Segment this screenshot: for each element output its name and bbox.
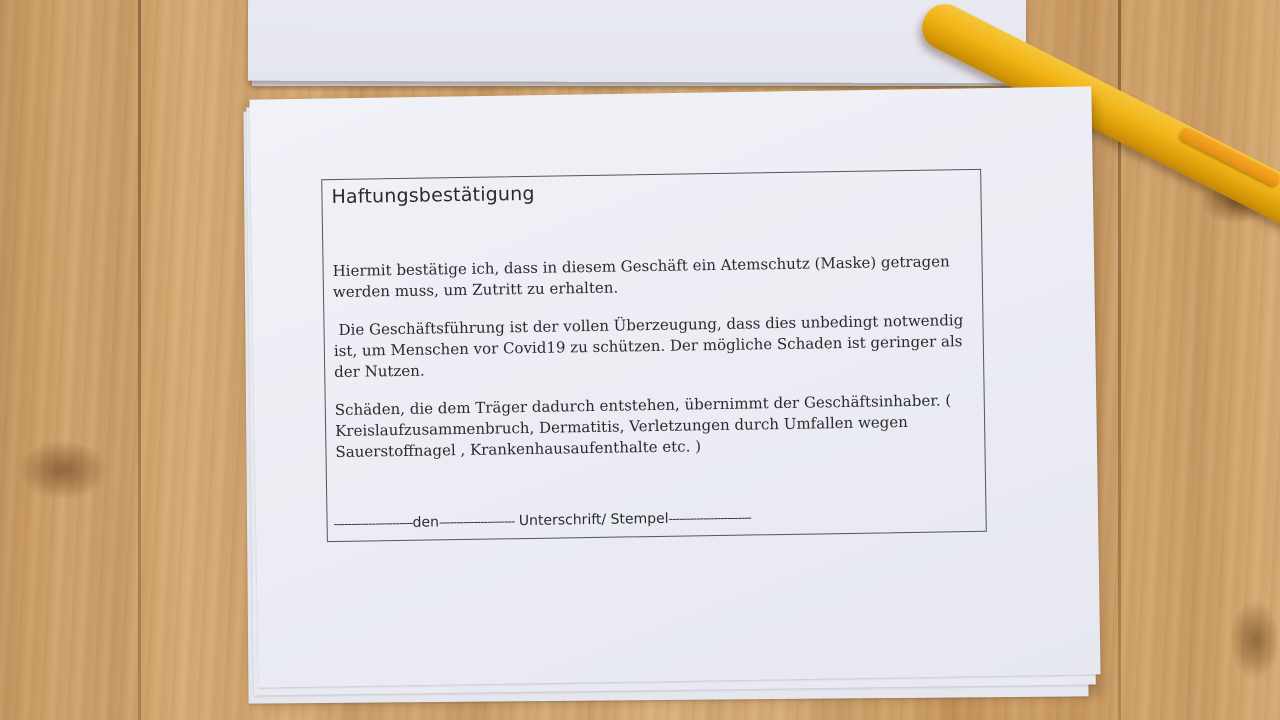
signature-dashes: ----------------------	[438, 514, 515, 530]
wood-knot	[18, 440, 108, 500]
form-title: Haftungsbestätigung	[331, 182, 535, 209]
form-paragraph: Schäden, die dem Träger dadurch entstehen, übernimmt der Geschäftsinhaber. ( Kreislaufzusammenbruch, Dermatitis, Verletzungen durch Umfallen wegen Sauerstoffnagel , Krankenhausaufenthalte etc. )	[334, 391, 952, 462]
signature-date-label: den	[412, 514, 440, 531]
signature-stamp-label: Unterschrift/ Stempel	[518, 510, 669, 530]
form-paragraph: Hiermit bestätige ich, dass in diesem Geschäft ein Atemschutz (Maske) getragen werden muss, um Zutritt zu erhalten.	[332, 252, 950, 302]
wood-knot	[1230, 600, 1280, 680]
pen-clip	[1178, 125, 1280, 187]
paper-sheet-top	[248, 0, 1026, 83]
plank-seam	[138, 0, 141, 720]
signature-line	[333, 506, 979, 532]
signature-dashes: ------------------------	[668, 510, 752, 526]
form-paragraph: Die Geschäftsführung ist der vollen Überzeugung, dass dies unbedingt notwendig ist, um Menschen vor Covid19 zu schützen. Der mögliche Schaden ist geringer als der Nutzen.	[333, 311, 964, 382]
signature-dashes: -----------------------	[333, 515, 413, 532]
liability-form	[321, 169, 987, 542]
